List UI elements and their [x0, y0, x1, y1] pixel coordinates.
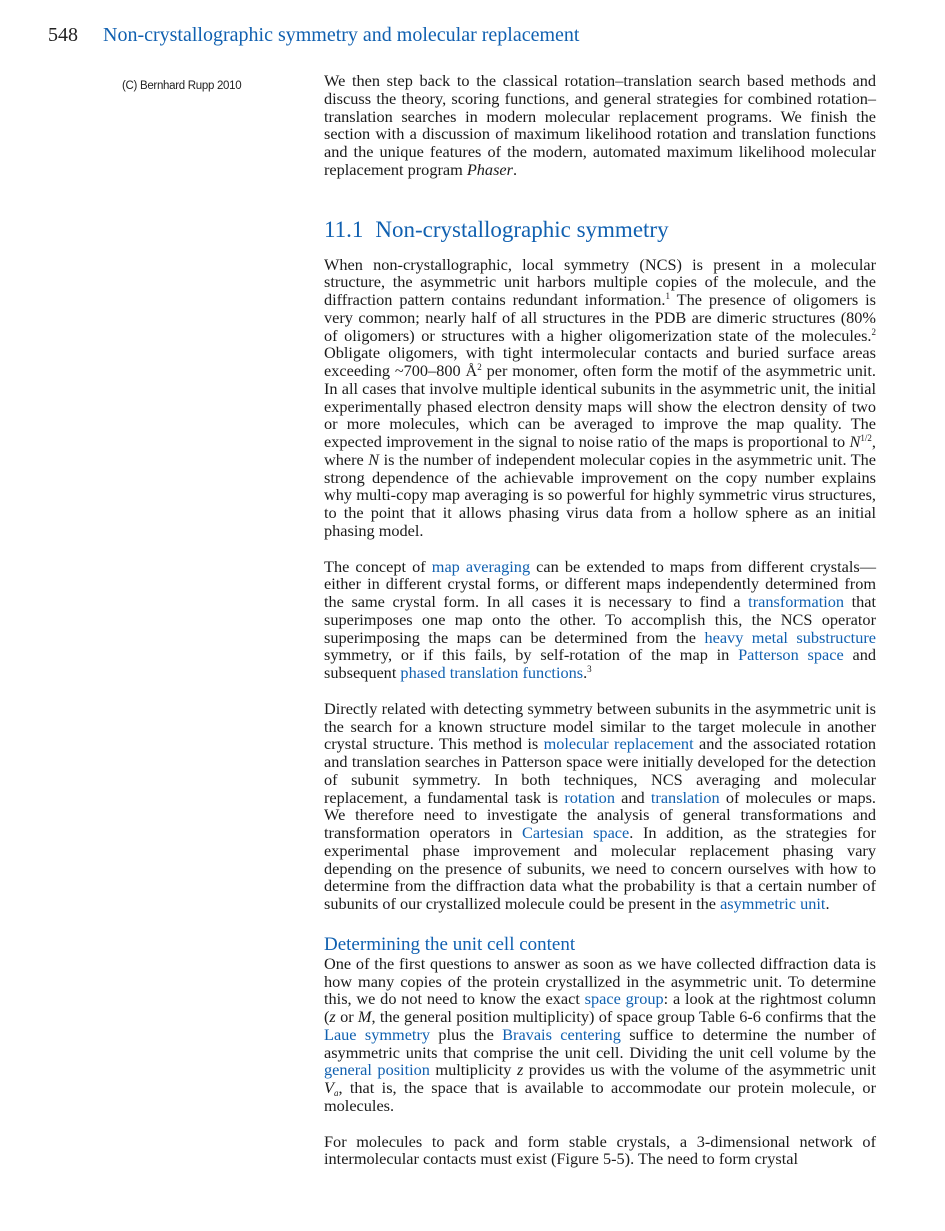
- section-number: 11.1: [324, 216, 364, 242]
- text-run: and the associated rotation and translation searches in Patterson space were initially developed for the detection of subunit symmetry. In both techniques, NCS averaging and molecular replacement, a fundamental task is: [324, 734, 876, 807]
- glossary-link-transformation[interactable]: transformation: [748, 592, 845, 611]
- glossary-link-asymmetric-unit[interactable]: asymmetric unit: [720, 894, 826, 913]
- math-var: N: [849, 432, 861, 451]
- glossary-link-laue-symmetry[interactable]: Laue symmetry: [324, 1024, 431, 1044]
- intro-paragraph: [324, 72, 876, 179]
- math-var: z: [329, 1007, 336, 1026]
- text-run: When non-crystallographic, local symmetry (NCS) is present in a molecular structure, the asymmetric unit harbors multiple copies of the molecule, and the diffraction pattern contains redundant information.: [324, 254, 876, 309]
- footnote-ref[interactable]: 3: [587, 664, 592, 674]
- text-run: Obligate oligomers, with tight intermolecular contacts and buried surface areas exceeding ~700–800 Å: [324, 343, 876, 380]
- text-run: , that is, the space that is available to accommodate our protein molecule, or molecules.: [324, 1078, 876, 1115]
- text-run: suffice to determine the number of asymmetric units that comprise the unit cell. Dividing the unit cell volume by the: [324, 1024, 876, 1062]
- section-paragraph-3: [324, 700, 876, 913]
- math-var: z: [516, 1060, 524, 1080]
- text-run: plus the: [430, 1024, 503, 1044]
- text-run: .: [825, 894, 830, 913]
- text-run: or: [335, 1007, 358, 1026]
- text-run: can be extended to maps from different crystals—either in different crystal forms, or different maps independently determined from the same crystal form. In all cases it is necessary to find a: [324, 556, 876, 611]
- section-title: Non-crystallographic symmetry: [375, 216, 669, 242]
- glossary-link-bravais-centering[interactable]: Bravais centering: [502, 1024, 621, 1044]
- text-run: that superimposes one map onto the other. To accomplish this, the NCS operator superimposing the maps can be determined from the: [324, 592, 876, 647]
- text-run: , where: [324, 432, 876, 469]
- section-paragraph-2: [324, 558, 876, 682]
- subsection-paragraph-2: For molecules to pack and form stable crystals, a 3-dimensional network of intermolecular contacts must exist (Figure 5-5). The need to form crystal: [324, 1131, 876, 1169]
- glossary-link-patterson-space[interactable]: Patterson space: [738, 645, 844, 665]
- text-run: per monomer, often form the motif of the asymmetric unit. In all cases that involve multiple identical subunits in the asymmetric unit, the initial experimentally phased electron density maps will show the electron density of two or more molecules, which can be averaged to improve the map quality. The expected improvement in the signal to noise ratio of the maps is proportional to: [324, 361, 876, 451]
- text-run: We then step back to the classical rotation–translation search based methods and discuss the theory, scoring functions, and general strategies for combined rotation–translation searches in modern molecular replacement programs. We finish the section with a discussion of maximum likelihood rotation and translation functions and the unique features of the modern, automated maximum likelihood molecular replacement program: [324, 71, 876, 179]
- page-number: 548: [48, 24, 78, 46]
- glossary-link-molecular-replacement[interactable]: molecular replacement: [543, 734, 694, 754]
- running-title: Non-crystallographic symmetry and molecular replacement: [103, 24, 580, 46]
- text-run: The concept of: [324, 556, 432, 576]
- text-run: Directly related with detecting symmetry between subunits in the asymmetric unit is the search for a known structure model similar to the target molecule in another crystal structure. This method is: [324, 698, 876, 754]
- text-run: symmetry, or if this fails, by self-rotation of the map in: [324, 645, 739, 665]
- main-column: [324, 72, 876, 1168]
- text-run: multiplicity: [429, 1060, 517, 1080]
- glossary-link-phased-translation-functions[interactable]: phased translation functions: [400, 663, 584, 682]
- text-run: One of the first questions to answer as soon as we have collected diffraction data is how many copies of the protein crystallized in the asymmetric unit. To determine this, we do not need to know the exact: [324, 953, 876, 1009]
- text-run: of molecules or maps. We therefore need to investigate the analysis of general transformations and transformation operators in: [324, 787, 877, 842]
- math-var: M: [357, 1007, 372, 1026]
- math-var: N: [368, 449, 380, 469]
- text-run: .: [583, 663, 588, 682]
- program-name: Phaser: [466, 159, 513, 179]
- footnote-ref[interactable]: 2: [871, 326, 876, 337]
- glossary-link-translation[interactable]: translation: [650, 787, 720, 807]
- math-var: V: [324, 1078, 334, 1097]
- text-run: , the general position multiplicity) of space group Table 6-6 confirms that the: [371, 1007, 876, 1026]
- glossary-link-cartesian-space[interactable]: Cartesian space: [521, 823, 630, 842]
- text-run: and subsequent: [324, 645, 876, 682]
- copyright-notice: (C) Bernhard Rupp 2010: [122, 80, 242, 92]
- text-run: . In addition, as the strategies for experimental phase improvement and molecular replacement phasing vary depending on the presence of subunits, we need to concern ourselves with how to determine from the diffraction data what the probability is that a certain number of subunits of our crystallized molecule could be present in the: [324, 823, 877, 913]
- text-run: provides us with the volume of the asymmetric unit: [523, 1060, 876, 1080]
- glossary-link-map-averaging[interactable]: map averaging: [431, 556, 531, 576]
- glossary-link-space-group[interactable]: space group: [584, 989, 664, 1009]
- text-run: : a look at the rightmost column (: [324, 989, 877, 1026]
- superscript: 1/2: [860, 433, 872, 443]
- glossary-link-heavy-metal-substructure[interactable]: heavy metal substructure: [704, 627, 876, 647]
- text-run: is the number of independent molecular copies in the asymmetric unit. The strong dependence of the achievable improvement on the copy number explains why multi-copy map averaging is so powerful for highly symmetric virus structures, to the point that it allows phasing virus data from a hollow sphere as an initial phasing model.: [324, 449, 876, 540]
- subsection-heading: Determining the unit cell content: [324, 933, 576, 955]
- glossary-link-general-position[interactable]: general position: [324, 1060, 430, 1080]
- text-run: The presence of oligomers is very common; nearly half of all structures in the PDB are dimeric structures (80% of oligomers) or structures with a higher oligomerization state of the molecules.: [324, 290, 877, 345]
- text-run: .: [512, 159, 518, 179]
- footnote-ref[interactable]: 1: [665, 291, 671, 301]
- glossary-link-rotation[interactable]: rotation: [564, 787, 615, 807]
- subsection-paragraph-1: [324, 955, 876, 1115]
- section-heading: [324, 217, 876, 243]
- section-paragraph-1: [324, 256, 876, 540]
- running-head: [48, 24, 579, 47]
- superscript: 2: [477, 362, 482, 372]
- subscript: a: [333, 1088, 339, 1098]
- text-run: and: [614, 787, 651, 807]
